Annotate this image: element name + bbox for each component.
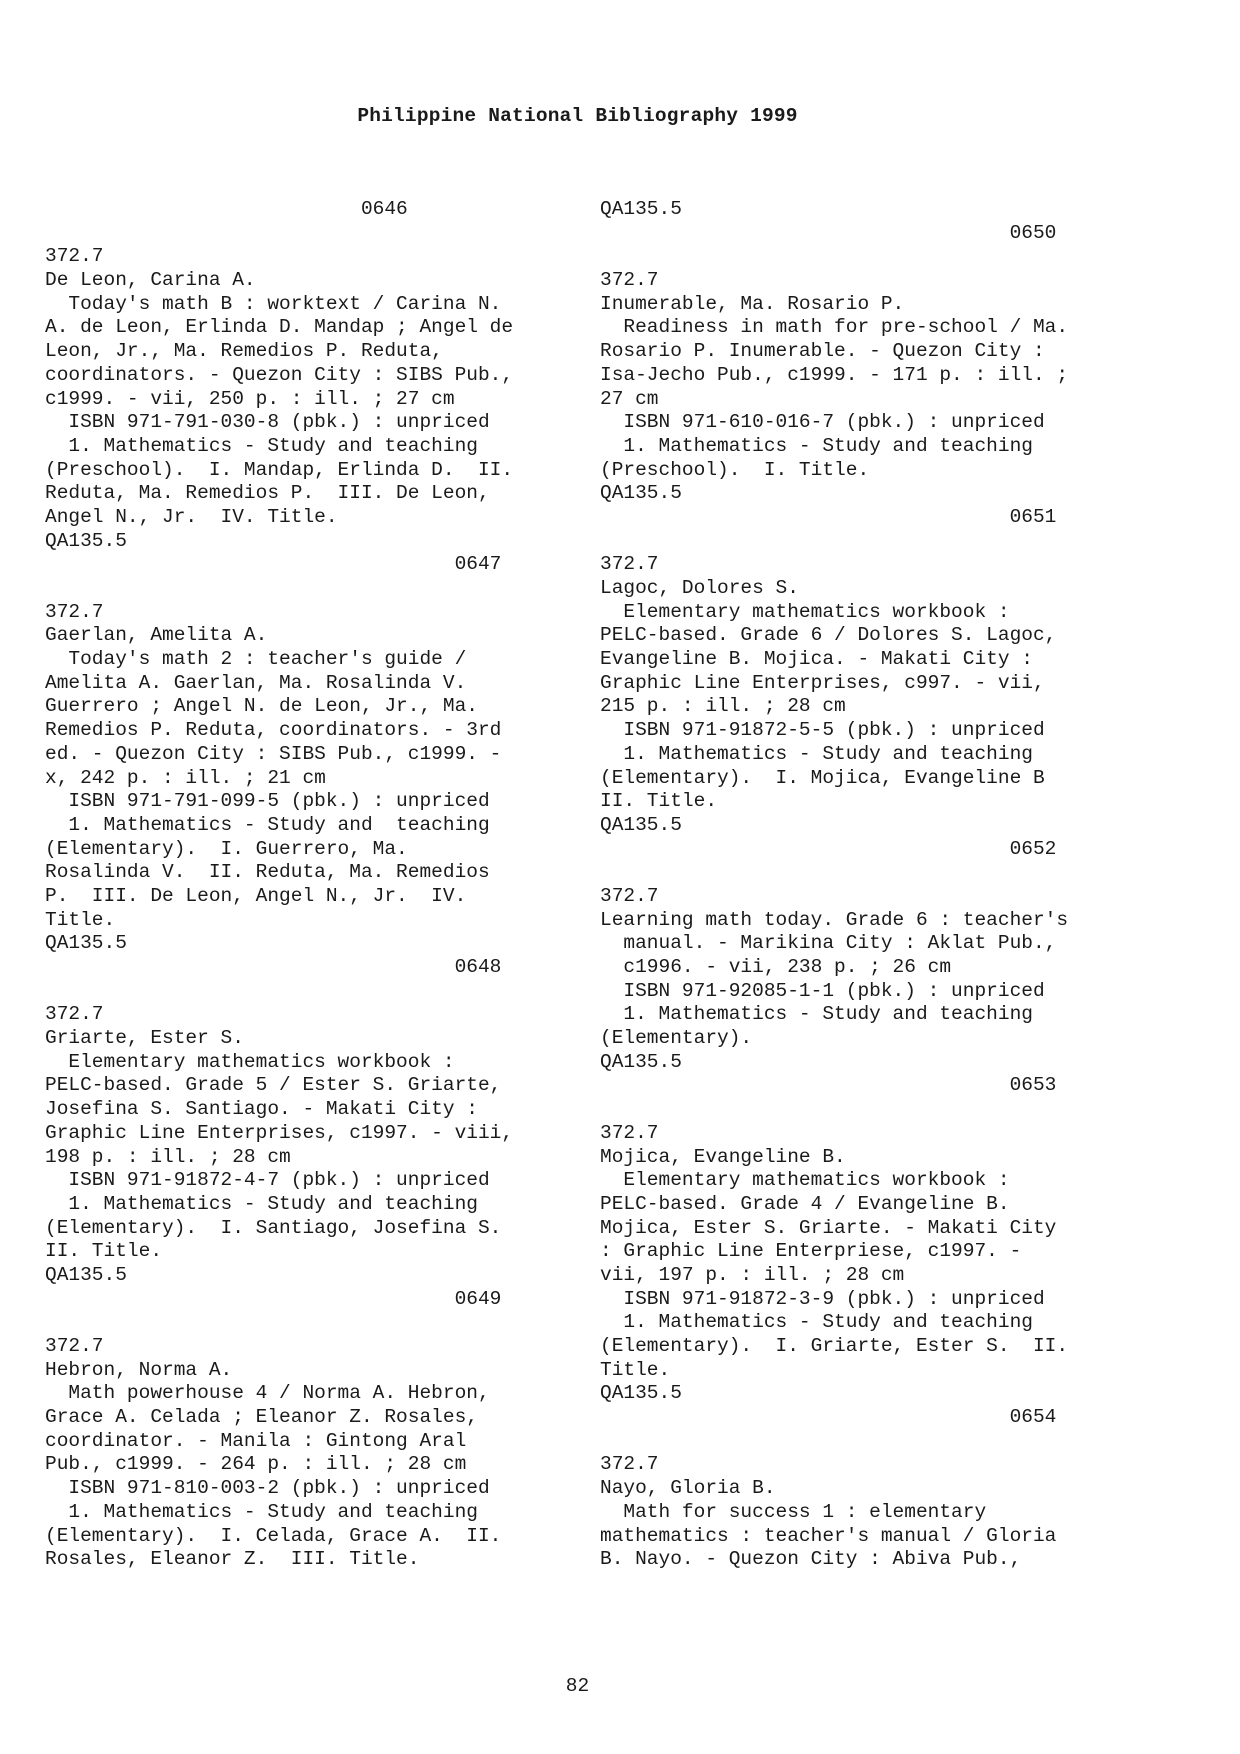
entry-line: QA135.5 — [600, 1382, 682, 1405]
entry-line: QA135.5 — [45, 529, 127, 552]
entry-line: 0648 — [45, 956, 502, 978]
entry-line: 0652 — [600, 837, 1057, 860]
entry-line: manual. - Marikina City : Aklat Pub., — [600, 932, 1057, 955]
entry-line: Elementary mathematics workbook : — [600, 600, 1010, 623]
entry-line: Angel N., Jr. IV. Title. — [45, 505, 338, 528]
entry-line: Grace A. Celada ; Eleanor Z. Rosales, — [45, 1406, 478, 1429]
entry-line: Gaerlan, Amelita A. — [45, 624, 268, 647]
entry-line: Remedios P. Reduta, coordinators. - 3rd — [45, 719, 502, 742]
entry-line: II. Title. — [600, 790, 718, 813]
entry-line: II. Title. — [45, 1240, 163, 1263]
entry-line: c1996. - vii, 238 p. ; 26 cm — [600, 956, 952, 978]
entry-line: 215 p. : ill. ; 28 cm — [600, 695, 846, 718]
entry-line: 372.7 — [600, 1453, 659, 1476]
entry-line — [600, 1098, 1110, 1122]
entry-line: 0647 — [45, 553, 502, 576]
entry-line: 198 p. : ill. ; 28 cm — [45, 1145, 291, 1168]
entry-line: Josefina S. Santiago. - Makati City : — [45, 1098, 478, 1121]
entry-line: 372.7 — [600, 269, 659, 292]
entry-line: Guerrero ; Angel N. de Leon, Jr., Ma. — [45, 695, 478, 718]
entry-line: 1. Mathematics - Study and teaching — [600, 1311, 1033, 1334]
entry-line: Mojica, Ester S. Griarte. - Makati City — [600, 1216, 1057, 1239]
entry-line: Graphic Line Enterprises, c997. - vii, — [600, 671, 1045, 694]
entry-line: Title. — [600, 1358, 671, 1381]
entry-line: Leon, Jr., Ma. Remedios P. Reduta, — [45, 340, 443, 363]
entry-line: ISBN 971-810-003-2 (pbk.) : unpriced — [45, 1477, 490, 1500]
entry-line: Reduta, Ma. Remedios P. III. De Leon, — [45, 482, 490, 505]
entry-line: 1. Mathematics - Study and teaching — [45, 434, 478, 457]
entry-line: QA135.5 — [600, 813, 682, 836]
entry-line: ISBN 971-91872-3-9 (pbk.) : unpriced — [600, 1287, 1045, 1310]
entry-line: ISBN 971-610-016-7 (pbk.) : unpriced — [600, 411, 1045, 434]
entry-line: ISBN 971-92085-1-1 (pbk.) : unpriced — [600, 979, 1045, 1002]
entry-line: Rosales, Eleanor Z. III. Title. — [45, 1548, 420, 1571]
entry-line — [600, 245, 1110, 269]
entry-line: 372.7 — [45, 245, 104, 268]
entry-line: 1. Mathematics - Study and teaching — [45, 1500, 478, 1523]
entry-line: (Preschool). I. Title. — [600, 458, 870, 481]
entry-line: x, 242 p. : ill. ; 21 cm — [45, 766, 326, 789]
right-column — [600, 198, 1110, 1572]
entry-line: Pub., c1999. - 264 p. : ill. ; 28 cm — [45, 1453, 467, 1476]
entry-line: Nayo, Gloria B. — [600, 1477, 776, 1500]
entry-line: QA135.5 — [45, 932, 127, 955]
entry-line: QA135.5 — [600, 198, 682, 220]
entry-line — [45, 980, 555, 1004]
entry-line: 372.7 — [600, 553, 659, 576]
entry-line: 1. Mathematics - Study and teaching — [45, 1192, 478, 1215]
entry-line: De Leon, Carina A. — [45, 269, 256, 292]
entry-line: Today's math B : worktext / Carina N. — [45, 292, 502, 315]
entry-line: Mojica, Evangeline B. — [600, 1145, 846, 1168]
entry-line: QA135.5 — [600, 1050, 682, 1073]
entry-line: 1. Mathematics - Study and teaching — [600, 742, 1033, 765]
entry-line: 0650 — [600, 221, 1057, 244]
entry-line: Evangeline B. Mojica. - Makati City : — [600, 648, 1033, 671]
entry-line: Title. — [45, 908, 116, 931]
entry-line: B. Nayo. - Quezon City : Abiva Pub., — [600, 1548, 1022, 1571]
entry-line: Learning math today. Grade 6 : teacher's — [600, 908, 1069, 931]
entry-line: Lagoc, Dolores S. — [600, 577, 799, 599]
entry-line: Readiness in math for pre-school / Ma. — [600, 316, 1069, 339]
entry-line: Inumerable, Ma. Rosario P. — [600, 292, 905, 315]
entry-line: 1. Mathematics - Study and teaching — [600, 434, 1033, 457]
entry-line: 27 cm — [600, 387, 659, 410]
entry-line: PELC-based. Grade 4 / Evangeline B. — [600, 1192, 1010, 1215]
page-number: 82 — [565, 1675, 590, 1697]
entry-line: P. III. De Leon, Angel N., Jr. IV. — [45, 884, 467, 907]
entry-line — [45, 222, 555, 246]
page-title: Philippine National Bibliography 1999 — [357, 105, 798, 127]
entry-line — [45, 1311, 555, 1335]
entry-line: 372.7 — [600, 884, 659, 907]
entry-line: Elementary mathematics workbook : — [600, 1169, 1010, 1192]
entry-line: 1. Mathematics - Study and teaching — [600, 1003, 1033, 1026]
entry-line: (Elementary). — [600, 1027, 753, 1050]
entry-line: Math for success 1 : elementary — [600, 1500, 987, 1523]
entry-line: ISBN 971-91872-5-5 (pbk.) : unpriced — [600, 719, 1045, 742]
left-column — [45, 198, 555, 1572]
entry-line: (Elementary). I. Santiago, Josefina S. — [45, 1216, 502, 1239]
entry-line: A. de Leon, Erlinda D. Mandap ; Angel de — [45, 316, 514, 339]
entry-line: 0653 — [600, 1074, 1057, 1097]
entry-line: (Elementary). I. Mojica, Evangeline B — [600, 766, 1045, 789]
entry-line: PELC-based. Grade 5 / Ester S. Griarte, — [45, 1074, 502, 1097]
entry-line: 372.7 — [45, 1335, 104, 1357]
entry-line: ISBN 971-91872-4-7 (pbk.) : unpriced — [45, 1169, 490, 1192]
entry-line — [600, 1430, 1110, 1454]
entry-line: 0654 — [600, 1406, 1057, 1429]
entry-line: Rosalinda V. II. Reduta, Ma. Remedios — [45, 861, 490, 884]
entry-line: : Graphic Line Enterpriese, c1997. - — [600, 1240, 1022, 1263]
entry-line: 1. Mathematics - Study and teaching — [45, 813, 490, 836]
entry-line: 372.7 — [45, 600, 104, 623]
entry-line: (Elementary). I. Guerrero, Ma. — [45, 837, 408, 860]
entry-line: QA135.5 — [600, 482, 682, 505]
entry-line: Isa-Jecho Pub., c1999. - 171 p. : ill. ; — [600, 363, 1069, 386]
entry-line: Hebron, Norma A. — [45, 1358, 233, 1381]
entry-line: Math powerhouse 4 / Norma A. Hebron, — [45, 1382, 490, 1405]
entry-line: Today's math 2 : teacher's guide / — [45, 648, 467, 671]
entry-line: coordinator. - Manila : Gintong Aral — [45, 1429, 467, 1452]
entry-line: mathematics : teacher's manual / Gloria — [600, 1524, 1057, 1547]
entry-line: vii, 197 p. : ill. ; 28 cm — [600, 1263, 905, 1286]
entry-line: ISBN 971-791-030-8 (pbk.) : unpriced — [45, 411, 490, 434]
entry-line: ISBN 971-791-099-5 (pbk.) : unpriced — [45, 790, 490, 813]
entry-line — [600, 530, 1110, 554]
entry-line: QA135.5 — [45, 1263, 127, 1286]
entry-line: 372.7 — [45, 1003, 104, 1026]
entry-line — [600, 861, 1110, 885]
entry-line: ed. - Quezon City : SIBS Pub., c1999. - — [45, 742, 502, 765]
entry-line: Griarte, Ester S. — [45, 1027, 244, 1050]
entry-line: 0646 — [45, 198, 408, 220]
entry-line: coordinators. - Quezon City : SIBS Pub., — [45, 363, 514, 386]
entry-line: Rosario P. Inumerable. - Quezon City : — [600, 340, 1045, 363]
entry-line: Elementary mathematics workbook : — [45, 1050, 455, 1073]
entry-line: Amelita A. Gaerlan, Ma. Rosalinda V. — [45, 671, 467, 694]
entry-line: c1999. - vii, 250 p. : ill. ; 27 cm — [45, 387, 455, 410]
entry-line: 0649 — [45, 1287, 502, 1310]
entry-line: (Preschool). I. Mandap, Erlinda D. II. — [45, 458, 514, 481]
entry-line: 0651 — [600, 505, 1057, 528]
entry-line: (Elementary). I. Celada, Grace A. II. — [45, 1524, 502, 1547]
entry-line — [45, 577, 555, 601]
entry-line: (Elementary). I. Griarte, Ester S. II. — [600, 1335, 1069, 1357]
entry-line: Graphic Line Enterprises, c1997. - viii, — [45, 1121, 514, 1144]
entry-line: PELC-based. Grade 6 / Dolores S. Lagoc, — [600, 624, 1057, 647]
entry-line: 372.7 — [600, 1121, 659, 1144]
